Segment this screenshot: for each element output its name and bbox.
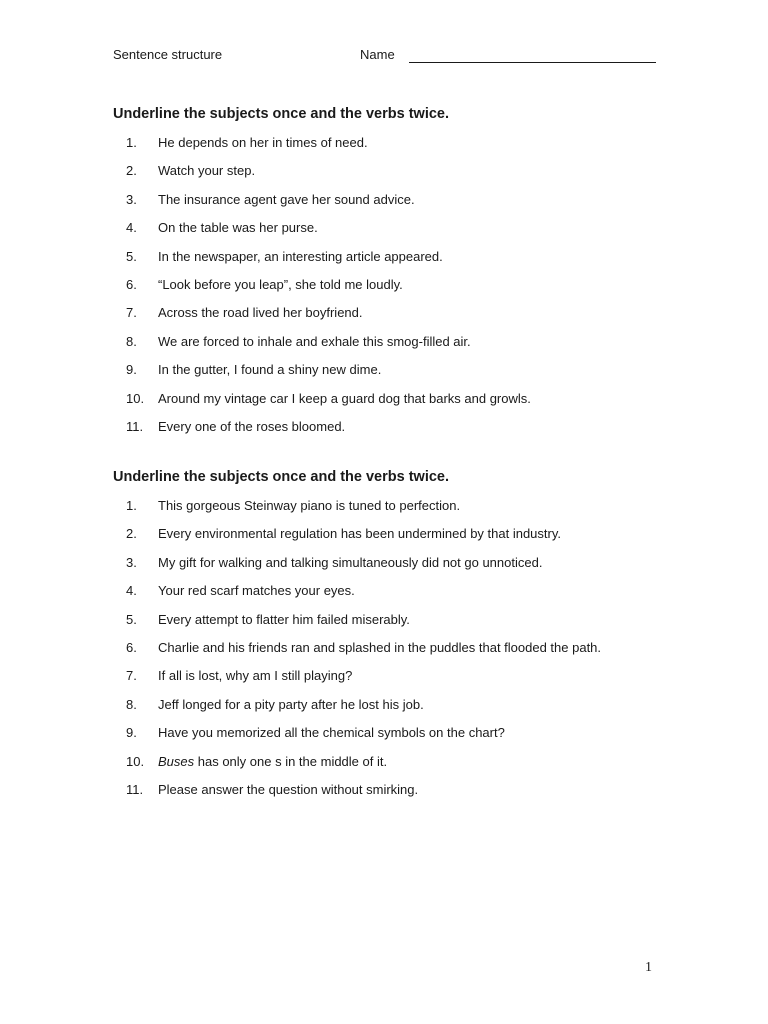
list-item [113,191,673,219]
item-number: 2. [126,526,137,542]
exercise-list [113,134,673,446]
list-item [113,781,673,809]
item-text-rest: has only one s in the middle of it. [194,753,388,769]
item-text: Your red scarf matches your eyes. [158,583,355,599]
item-text: We are forced to inhale and exhale this smog-filled air. [158,333,471,349]
list-item [113,361,673,389]
item-number: 8. [126,333,137,349]
item-number: 5. [126,248,137,264]
item-text: In the newspaper, an interesting article appeared. [158,248,443,264]
item-text: If all is lost, why am I still playing? [158,668,353,684]
item-number: 3. [126,191,137,207]
item-text: The insurance agent gave her sound advice. [158,191,415,207]
item-text: My gift for walking and talking simultaneously did not go unnoticed. [158,554,543,570]
name-blank-line [409,62,656,63]
item-number: 6. [126,276,137,292]
item-text: Around my vintage car I keep a guard dog that barks and growls. [158,390,531,406]
item-number: 11. [126,418,144,434]
item-text: This gorgeous Steinway piano is tuned to perfection. [158,498,461,513]
page-header [113,47,658,67]
item-number: 10. [126,753,145,769]
list-item [113,667,673,695]
item-text: On the table was her purse. [158,220,318,236]
list-item [113,582,673,610]
item-number: 11. [126,781,144,797]
item-number: 10. [126,390,145,406]
item-text: Charlie and his friends ran and splashed in the puddles that flooded the path. [158,639,602,655]
item-number: 1. [126,498,137,513]
document-title: Sentence structure [113,47,223,62]
item-text: Every one of the roses bloomed. [158,418,346,434]
exercise-section-1 [113,103,673,446]
list-item [113,390,673,418]
list-item [113,724,673,752]
item-text: Please answer the question without smirking. [158,781,419,797]
item-text: He depends on her in times of need. [158,135,368,150]
item-text: Every environmental regulation has been undermined by that industry. [158,526,561,542]
item-number: 9. [126,725,137,741]
item-number: 9. [126,362,137,378]
item-text: Across the road lived her boyfriend. [158,305,363,321]
list-item [113,248,673,276]
list-item [113,162,673,190]
list-item [113,276,673,304]
list-item [113,333,673,361]
item-number: 7. [126,305,137,321]
item-number: 5. [126,611,137,627]
section-heading: Underline the subjects once and the verbs twice. [113,469,450,485]
item-number: 2. [126,163,137,179]
item-text: Have you memorized all the chemical symbols on the chart? [158,725,505,741]
name-label: Name [360,47,395,62]
item-text: Every attempt to flatter him failed miserably. [158,611,410,627]
item-text: Watch your step. [158,163,256,179]
section-heading: Underline the subjects once and the verbs twice. [113,106,450,122]
item-text [158,753,673,781]
list-item [113,418,673,446]
exercise-list [113,497,673,809]
item-number: 1. [126,135,137,150]
item-number: 8. [126,696,137,712]
list-item [113,611,673,639]
page-number: 1 [645,960,652,975]
list-item [113,525,673,553]
item-text: “Look before you leap”, she told me loudly. [158,276,403,292]
exercise-section-2 [113,466,673,809]
list-item [113,134,673,162]
item-number: 3. [126,554,137,570]
item-number: 6. [126,639,137,655]
list-item [113,753,673,781]
item-number: 4. [126,220,137,236]
list-item [113,696,673,724]
item-italic-word: Buses [158,753,195,769]
item-number: 7. [126,668,137,684]
list-item [113,639,673,667]
item-text: Jeff longed for a pity party after he lost his job. [158,696,424,712]
list-item [113,497,673,525]
item-number: 4. [126,583,137,599]
list-item [113,304,673,332]
list-item [113,554,673,582]
item-text: In the gutter, I found a shiny new dime. [158,362,382,378]
list-item [113,219,673,247]
